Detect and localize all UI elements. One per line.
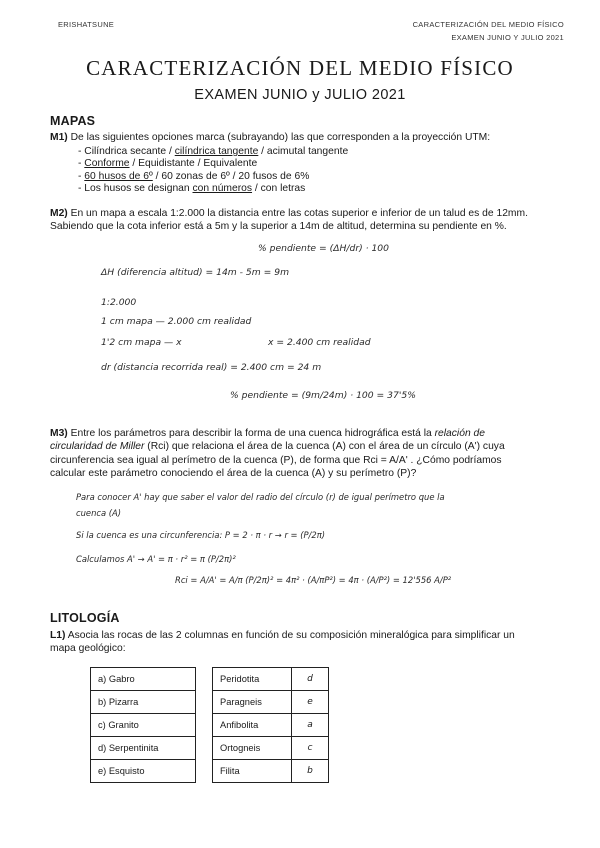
handwritten-result: Rci = A/A' = A/π (P/2π)² = 4π² · (A/πP²) = 4π · (A/P²) = 12'556 A/P²	[175, 575, 452, 585]
underlined-answer: Conforme	[84, 158, 130, 170]
underlined-answer: cilíndrica tangente	[174, 146, 259, 157]
question-text: De las siguientes opciones marca (subrayando) las que corresponden a la proyección UTM:	[67, 132, 491, 143]
header-author: ERISHATSUNE	[58, 20, 115, 29]
rock-right: Ortogneis	[213, 737, 292, 760]
table-row	[91, 760, 329, 783]
handwritten-formula: % pendiente = (ΔH/dr) · 100	[258, 243, 389, 254]
rock-left: d) Serpentinita	[91, 737, 196, 760]
handwritten-step: Calculamos A' → A' = π · r² = π (P/2π)²	[76, 554, 236, 564]
rock-left: b) Pizarra	[91, 691, 196, 714]
table-row	[91, 714, 329, 737]
page-title: CARACTERIZACIÓN DEL MEDIO FÍSICO	[86, 56, 514, 80]
underlined-answer: con números	[192, 182, 253, 194]
handwritten-answer: Para conocer A' hay que saber el valor del radio del círculo (r) de igual perímetro que la cuenca (A)	[76, 492, 445, 518]
question-label: M2)	[50, 208, 68, 219]
section-heading-litologia: LITOLOGÍA	[50, 611, 120, 625]
underlined-answer: 60 husos de 6º	[84, 170, 153, 182]
rock-left: e) Esquisto	[91, 760, 196, 783]
handwritten-result: % pendiente = (9m/24m) · 100 = 37'5%	[230, 390, 416, 401]
handwritten-step: dr (distancia recorrida real) = 2.400 cm = 24 m	[101, 362, 322, 373]
option-item: - Los husos se designan con números / con letras	[78, 183, 348, 195]
answer-cell: a	[292, 714, 329, 737]
question-text: Sabiendo que la cota inferior está a 5m y la superior a 14m de altitud, determina su pendiente en %.	[50, 221, 507, 233]
question-m1	[50, 131, 570, 144]
table-row	[91, 737, 329, 760]
section-heading-mapas: MAPAS	[50, 114, 96, 128]
answer-cell: d	[292, 668, 329, 691]
question-label: L1)	[50, 630, 66, 641]
option-item: - 60 husos de 6º / 60 zonas de 6º / 20 fusos de 6%	[78, 171, 348, 183]
option-item: - Conforme / Equidistante / Equivalente	[78, 158, 348, 170]
question-m3: M3) Entre los parámetros para describir la forma de una cuenca hidrográfica está la relación de circularidad de Miller (Rci) que relaciona el área de la cuenca (A) con el área de un círculo (A') cuya circunferencia sea igual al perímetro de la cuenca (P), de forma que Rci = A/A' . ¿Cómo podríamos calcular este parámetro conociendo el área de la cuenca (A) y su perímetro (P)?	[50, 428, 505, 480]
handwritten-step: 1'2 cm mapa — x	[101, 337, 182, 348]
handwritten-step: 1 cm mapa — 2.000 cm realidad	[101, 316, 252, 327]
rock-right: Paragneis	[213, 691, 292, 714]
question-m2	[50, 207, 580, 234]
handwritten-step: 1:2.000	[101, 297, 137, 308]
header-exam: EXAMEN JUNIO Y JULIO 2021	[451, 33, 564, 42]
question-text: En un mapa a escala 1:2.000 la distancia entre las cotas superior e inferior de un talud es de 12mm.	[67, 208, 528, 219]
rock-right: Peridotita	[213, 668, 292, 691]
m1-options	[78, 146, 348, 195]
handwritten-step: x = 2.400 cm realidad	[268, 337, 371, 348]
table-row	[91, 691, 329, 714]
table-row	[91, 668, 329, 691]
answer-cell: b	[292, 760, 329, 783]
question-l1: L1) Asocia las rocas de las 2 columnas en función de su composición mineralógica para simplificar un mapa geológico:	[50, 630, 515, 655]
rock-left: a) Gabro	[91, 668, 196, 691]
answer-cell: e	[292, 691, 329, 714]
page-subtitle: EXAMEN JUNIO y JULIO 2021	[194, 87, 406, 103]
rock-left: c) Granito	[91, 714, 196, 737]
question-label: M3)	[50, 428, 68, 439]
header-course: CARACTERIZACIÓN DEL MEDIO FÍSICO	[412, 20, 564, 29]
answer-cell: c	[292, 737, 329, 760]
handwritten-step: ΔH (diferencia altitud) = 14m - 5m = 9m	[101, 267, 290, 278]
handwritten-step: Si la cuenca es una circunferencia: P = 2 · π · r → r = (P/2π)	[76, 530, 326, 540]
rock-right: Filita	[213, 760, 292, 783]
option-item: - Cilíndrica secante / cilíndrica tangente / acimutal tangente	[78, 146, 348, 158]
rock-right: Anfibolita	[213, 714, 292, 737]
rocks-matching-table	[90, 667, 329, 783]
question-label: M1)	[50, 132, 68, 143]
